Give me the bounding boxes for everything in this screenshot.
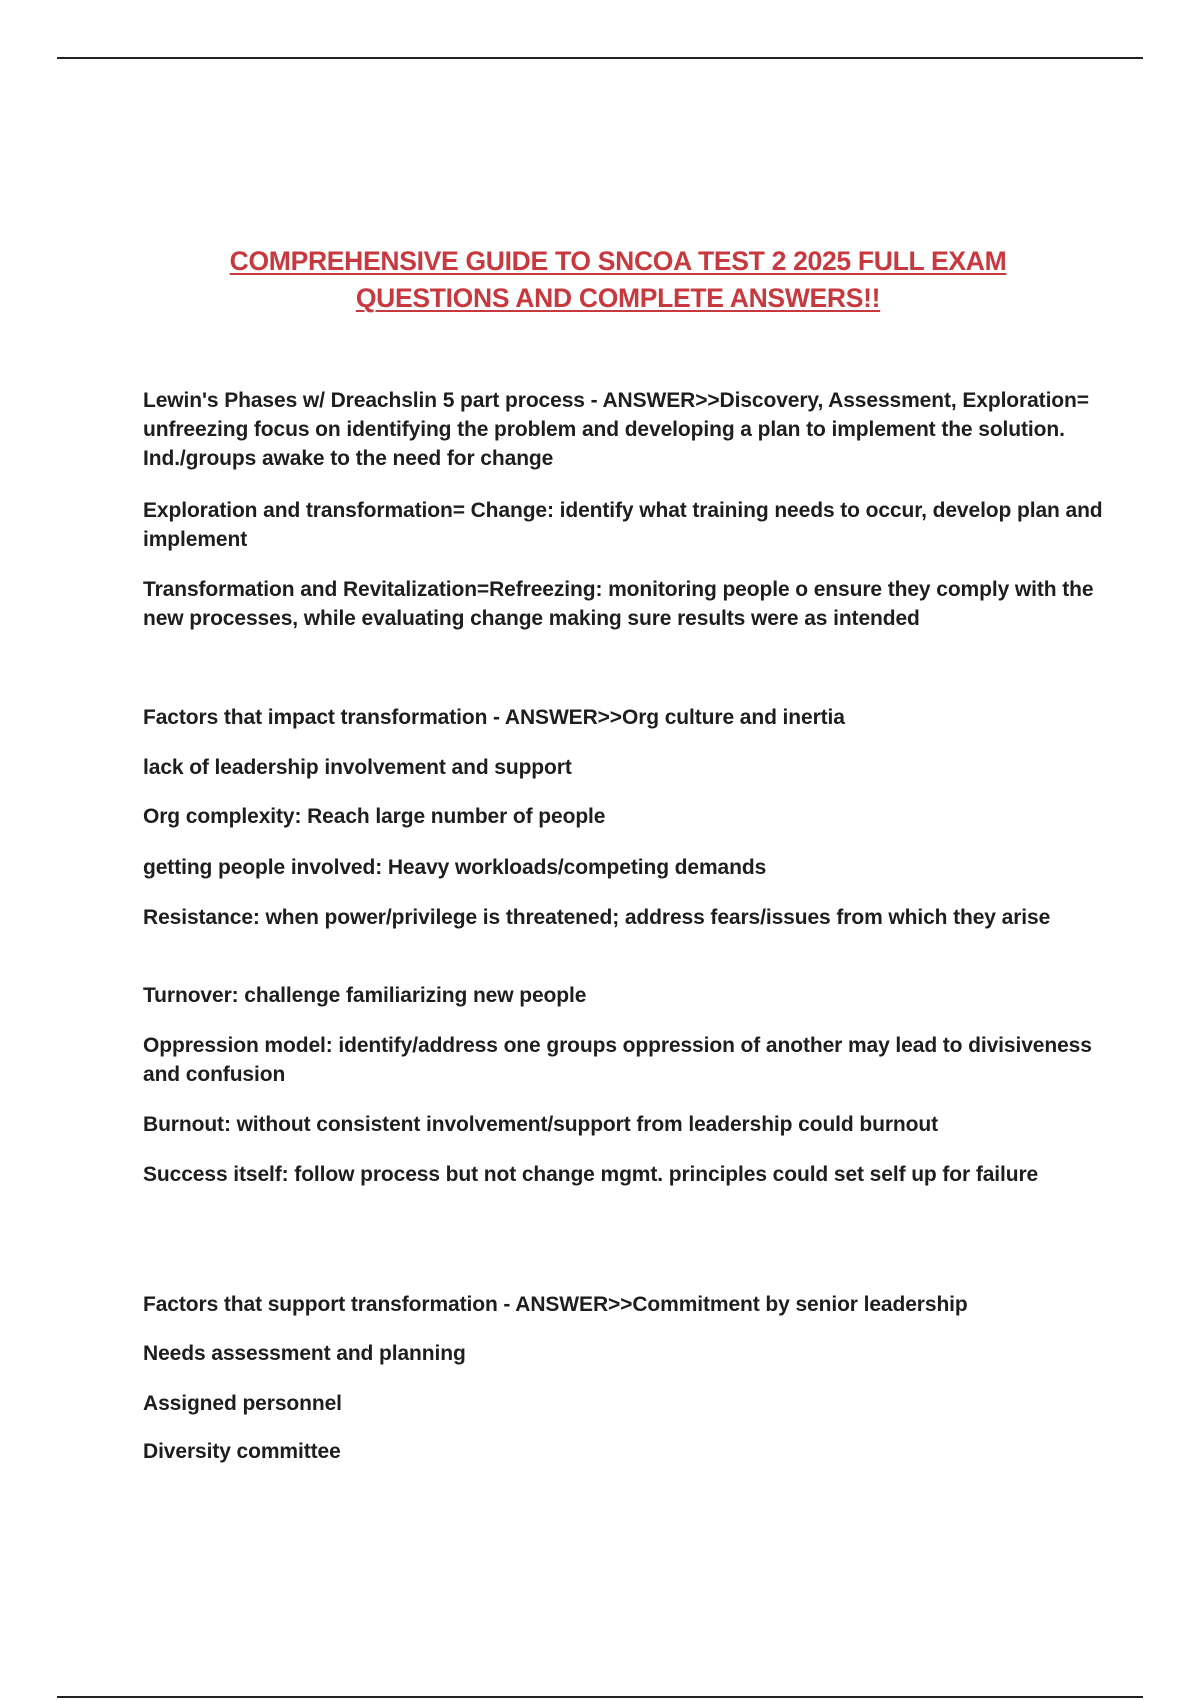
paragraph-transformation-revitalization: Transformation and Revitalization=Refreezing: monitoring people o ensure they comply with the new processes, while evaluating change making sure results were as intended	[143, 578, 1094, 630]
title-line-1: COMPREHENSIVE GUIDE TO SNCOA TEST 2 2025 FULL EXAM	[229, 246, 1007, 276]
list-item: Assigned personnel	[143, 1392, 342, 1415]
question-factors-impact: Factors that impact transformation - ANSWER>>Org culture and inertia	[143, 706, 845, 729]
header-rule	[57, 57, 1143, 59]
paragraph-lewins-phases: Lewin's Phases w/ Dreachslin 5 part process - ANSWER>>Discovery, Assessment, Exploration= unfreezing focus on identifying the problem and developing a plan to implement the solution. Ind./groups awake to the need for change	[143, 389, 1089, 470]
title-line-2: QUESTIONS AND COMPLETE ANSWERS!!	[355, 283, 881, 313]
list-item: Resistance: when power/privilege is threatened; address fears/issues from which they arise	[143, 906, 1051, 929]
footer-rule	[57, 1696, 1143, 1698]
document-title	[0, 243, 1200, 317]
list-item: Success itself: follow process but not change mgmt. principles could set self up for failure	[143, 1163, 1039, 1186]
list-item: lack of leadership involvement and support	[143, 756, 572, 779]
list-item: Needs assessment and planning	[143, 1342, 466, 1365]
list-item: Oppression model: identify/address one groups oppression of another may lead to divisiveness and confusion	[143, 1034, 1092, 1086]
list-item: Org complexity: Reach large number of people	[143, 805, 606, 828]
paragraph-exploration-transformation: Exploration and transformation= Change: identify what training needs to occur, develop plan and implement	[143, 499, 1103, 551]
list-item: getting people involved: Heavy workloads/competing demands	[143, 856, 767, 879]
list-item: Burnout: without consistent involvement/support from leadership could burnout	[143, 1113, 938, 1136]
question-factors-support: Factors that support transformation - ANSWER>>Commitment by senior leadership	[143, 1293, 968, 1316]
list-item: Turnover: challenge familiarizing new people	[143, 984, 587, 1007]
list-item: Diversity committee	[143, 1440, 341, 1463]
